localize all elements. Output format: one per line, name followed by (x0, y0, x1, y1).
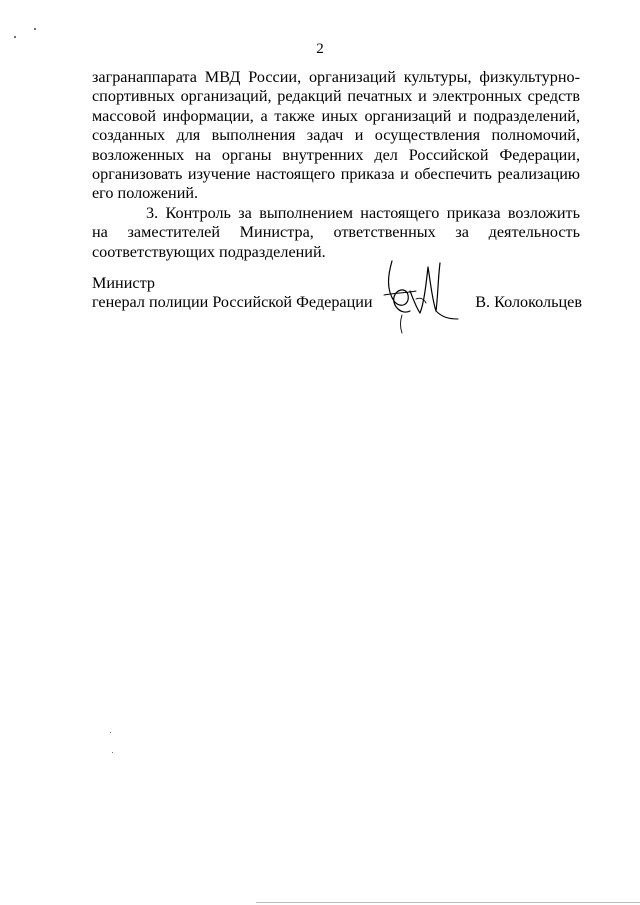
scan-edge-line (256, 902, 640, 903)
signatory-name: В. Колокольцев (475, 293, 582, 311)
scan-speck (34, 28, 36, 30)
signature-block (92, 274, 582, 344)
document-body (92, 68, 580, 262)
handwritten-signature (380, 255, 460, 335)
scan-speck (112, 752, 113, 753)
signatory-rank: генерал полиции Российской Федерации (92, 293, 373, 311)
paragraph-continuation: загранаппарата МВД России, организаций культуры, физкультурно-спортивных организаций, редакций печатных и электронных средств массовой информации, а также иных организаций и подразделений, созданных для выполнения задач и осуществления полномочий, возложенных на органы внутренних дел Российской Федерации, организовать изучение настоящего приказа и обеспечить реализацию его положений. (92, 68, 580, 203)
signatory-title: Министр (92, 274, 155, 292)
page-number: 2 (316, 41, 324, 57)
paragraph-item-3: 3. Контроль за выполнением настоящего приказа возложить на заместителей Министра, ответственных за деятельность соответствующих подразделений. (92, 203, 580, 261)
scan-speck (110, 732, 111, 733)
scan-speck (14, 36, 16, 38)
